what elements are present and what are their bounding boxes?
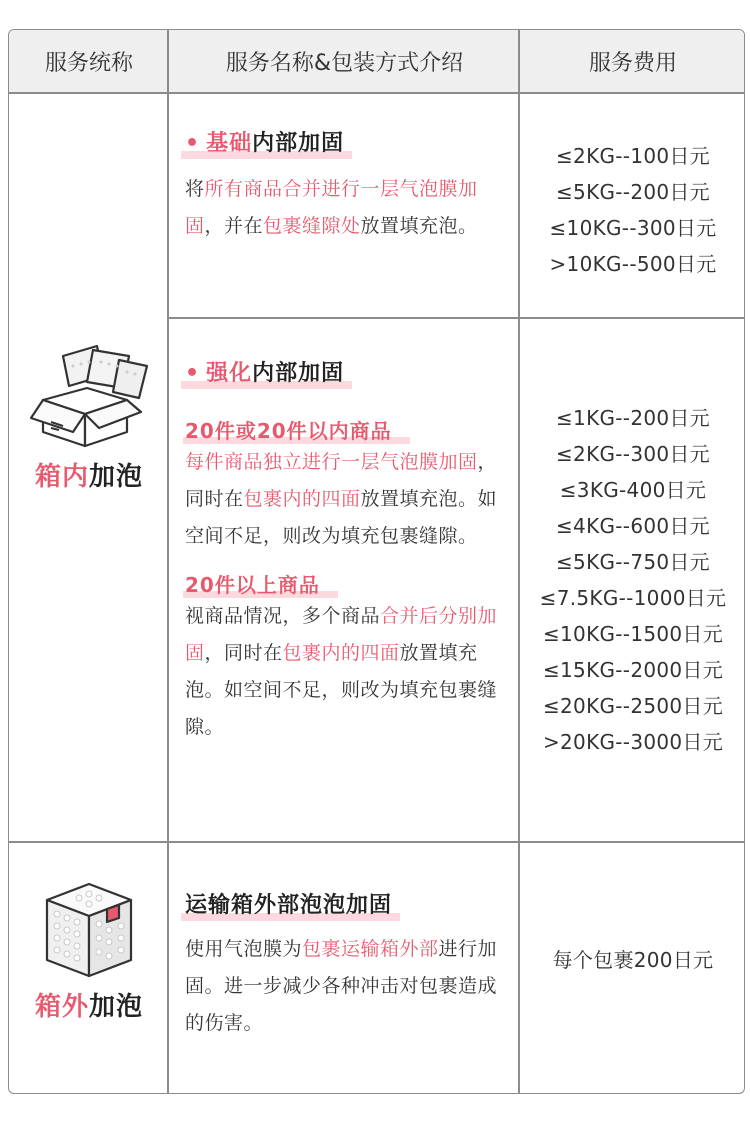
fee-item: ≤1KG--200日元 <box>555 406 710 430</box>
desc-segment: ，并在 <box>204 215 264 237</box>
service-group-label-inner: 箱内加泡 <box>34 462 144 492</box>
fee-outer <box>520 942 745 978</box>
service-desc-strong-2 <box>185 598 507 746</box>
desc-segment: 每件商品独立进行一层气泡膜加固 <box>185 451 478 473</box>
service-table <box>8 29 745 1094</box>
service-outer <box>185 888 515 1042</box>
desc-segment: 包裹内的四面 <box>282 642 400 664</box>
table-header <box>9 30 744 93</box>
fee-item: ≤4KG--600日元 <box>555 514 710 538</box>
service-title-strong: • 强化内部加固 <box>185 356 348 389</box>
service-desc-basic <box>185 171 485 245</box>
fee-item: >10KG--500日元 <box>549 252 717 276</box>
service-group-inner <box>9 342 169 493</box>
fee-item: ≤10KG--1500日元 <box>542 622 724 646</box>
header-service-fee: 服务费用 <box>588 51 677 76</box>
subtitle-20-or-less: 20件或20件以内商品 <box>185 415 392 444</box>
desc-segment: 合并后分别加固 <box>185 605 498 664</box>
wrapped-box-icon <box>43 880 135 980</box>
fee-item: ≤15KG--2000日元 <box>542 658 724 682</box>
fee-item: ≤5KG--200日元 <box>555 180 710 204</box>
fee-item: ≤10KG--300日元 <box>549 216 717 240</box>
desc-segment: 进行加固。进一步减少各种冲击对包裹造成的伤害。 <box>185 938 498 1034</box>
subtitle-over-20: 20件以上商品 <box>185 569 320 598</box>
desc-segment: 包裹内的四面 <box>243 488 361 510</box>
open-box-icon <box>29 342 149 452</box>
header-service-group: 服务统称 <box>44 51 133 76</box>
header-service-name: 服务名称&包装方式介绍 <box>225 51 464 76</box>
fee-item: ≤20KG--2500日元 <box>542 694 724 718</box>
service-basic-inner <box>185 126 515 245</box>
desc-segment: 放置填充泡。 <box>360 215 478 237</box>
service-desc-strong-1 <box>185 444 507 555</box>
fee-item: ≤2KG--300日元 <box>555 442 710 466</box>
fee-item: ≤3KG-400日元 <box>559 478 707 502</box>
fee-item: ≤2KG--100日元 <box>555 144 710 168</box>
fee-item: 每个包裹200日元 <box>552 948 714 972</box>
desc-segment: 将 <box>185 178 205 200</box>
service-strong-inner <box>185 356 515 746</box>
service-group-label-outer: 箱外加泡 <box>34 992 144 1022</box>
desc-segment: ，同时在 <box>204 642 283 664</box>
service-title-outer: 运输箱外部泡泡加固 <box>185 888 396 921</box>
desc-segment: 所有商品合并进行一层气泡膜加固 <box>185 178 478 237</box>
desc-segment: 视商品情况，多个商品 <box>185 605 381 627</box>
desc-segment: 放置填充泡。如空间不足，则改为填充包裹缝隙。 <box>185 488 498 547</box>
desc-segment: 放置填充泡。如空间不足，则改为填充包裹缝隙。 <box>185 642 498 738</box>
service-group-outer <box>9 880 169 1023</box>
service-desc-outer <box>185 931 507 1042</box>
fee-item: ≤7.5KG--1000日元 <box>539 586 727 610</box>
desc-segment: ，同时在 <box>185 451 498 510</box>
fee-item: ≤5KG--750日元 <box>555 550 710 574</box>
service-title-basic: • 基础内部加固 <box>185 126 348 159</box>
fee-list-basic <box>520 138 745 282</box>
desc-segment: 包裹缝隙处 <box>263 215 361 237</box>
desc-segment: 使用气泡膜为 <box>185 938 303 960</box>
desc-segment: 包裹运输箱外部 <box>302 938 439 960</box>
fee-list-strong <box>520 400 745 760</box>
fee-item: >20KG--3000日元 <box>542 730 724 754</box>
